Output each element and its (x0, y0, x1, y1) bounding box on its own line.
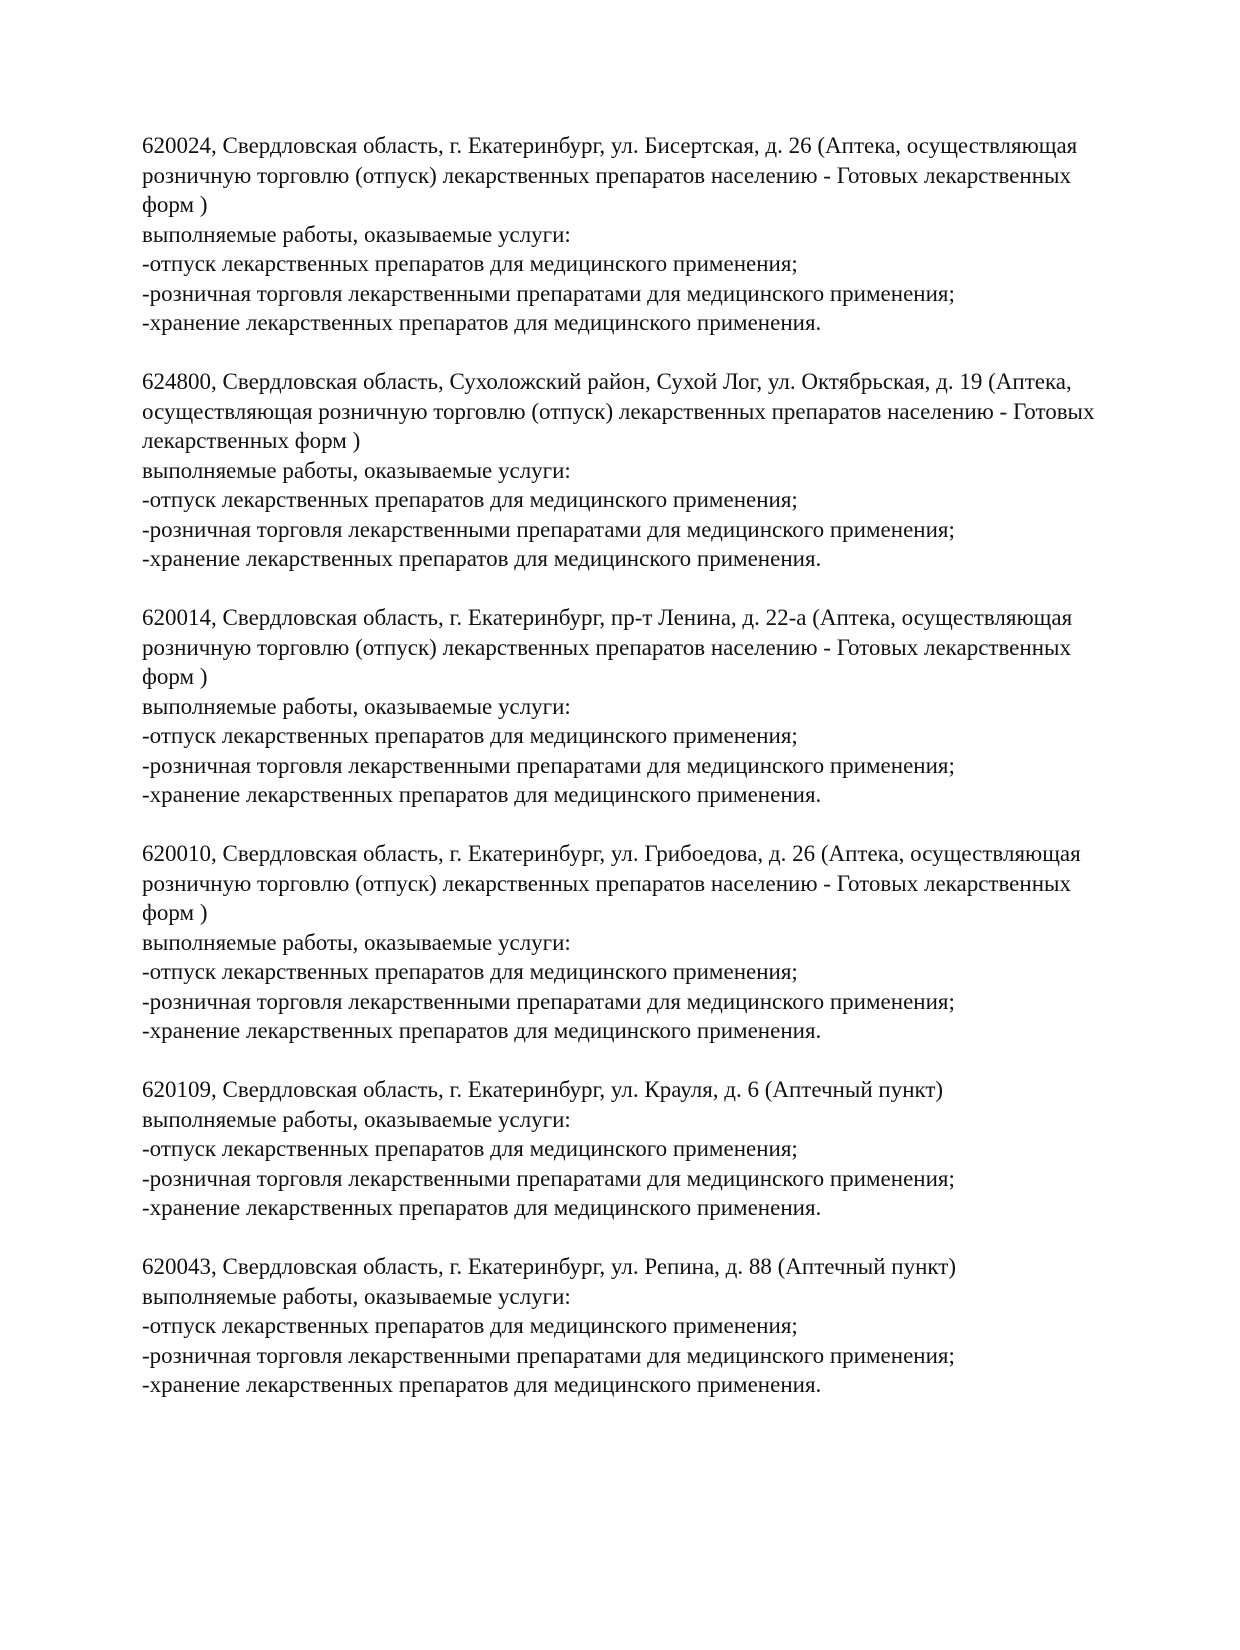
address-line: 620014, Свердловская область, г. Екатеринбург, пр-т Ленина, д. 22-а (Аптека, осуществляющая (142, 605, 1073, 630)
pharmacy-entry (142, 1075, 1162, 1223)
services-header: выполняемые работы, оказываемые услуги: (142, 457, 571, 483)
service-item: -хранение лекарственных препаратов для медицинского применения. (142, 310, 822, 335)
service-item: -хранение лекарственных препаратов для медицинского применения. (142, 1018, 822, 1043)
service-item: -отпуск лекарственных препаратов для медицинского применения; (142, 723, 798, 748)
service-item: -розничная торговля лекарственными препаратами для медицинского применения; (142, 280, 955, 306)
address-line: форм ) (142, 900, 208, 925)
address-line: 620024, Свердловская область, г. Екатеринбург, ул. Бисертская, д. 26 (Аптека, осуществляющая (142, 133, 1078, 158)
service-item: -отпуск лекарственных препаратов для медицинского применения; (142, 959, 798, 984)
address-line: 624800, Свердловская область, Сухоложский район, Сухой Лог, ул. Октябрьская, д. 19 (Аптека, (142, 369, 1072, 394)
service-item: -розничная торговля лекарственными препаратами для медицинского применения; (142, 752, 955, 778)
address-line: розничную торговлю (отпуск) лекарственных препаратов населению - Готовых лекарственных (142, 162, 1071, 188)
service-item: -розничная торговля лекарственными препаратами для медицинского применения; (142, 516, 955, 542)
service-item: -розничная торговля лекарственными препаратами для медицинского применения; (142, 988, 955, 1014)
pharmacy-entry (142, 1252, 1162, 1400)
service-item: -розничная торговля лекарственными препаратами для медицинского применения; (142, 1165, 955, 1191)
service-item: -хранение лекарственных препаратов для медицинского применения. (142, 1372, 822, 1397)
address-line: 620109, Свердловская область, г. Екатеринбург, ул. Крауля, д. 6 (Аптечный пункт) (142, 1077, 944, 1102)
services-header: выполняемые работы, оказываемые услуги: (142, 1283, 571, 1309)
services-header: выполняемые работы, оказываемые услуги: (142, 693, 571, 719)
document-page (142, 131, 1162, 1429)
address-line: розничную торговлю (отпуск) лекарственных препаратов населению - Готовых лекарственных (142, 634, 1071, 660)
address-line: форм ) (142, 192, 208, 217)
service-item: -хранение лекарственных препаратов для медицинского применения. (142, 1195, 822, 1220)
address-line: лекарственных форм ) (142, 428, 361, 453)
service-item: -отпуск лекарственных препаратов для медицинского применения; (142, 487, 798, 512)
services-header: выполняемые работы, оказываемые услуги: (142, 221, 571, 247)
service-item: -хранение лекарственных препаратов для медицинского применения. (142, 546, 822, 571)
address-line: розничную торговлю (отпуск) лекарственных препаратов населению - Готовых лекарственных (142, 870, 1071, 896)
services-header: выполняемые работы, оказываемые услуги: (142, 1106, 571, 1132)
services-header: выполняемые работы, оказываемые услуги: (142, 929, 571, 955)
pharmacy-entry (142, 131, 1162, 338)
service-item: -отпуск лекарственных препаратов для медицинского применения; (142, 1313, 798, 1338)
address-line: 620010, Свердловская область, г. Екатеринбург, ул. Грибоедова, д. 26 (Аптека, осуществляющая (142, 841, 1081, 866)
pharmacy-entry (142, 839, 1162, 1046)
address-line: 620043, Свердловская область, г. Екатеринбург, ул. Репина, д. 88 (Аптечный пункт) (142, 1254, 956, 1279)
address-line: форм ) (142, 664, 208, 689)
service-item: -розничная торговля лекарственными препаратами для медицинского применения; (142, 1342, 955, 1368)
service-item: -хранение лекарственных препаратов для медицинского применения. (142, 782, 822, 807)
pharmacy-entry (142, 367, 1162, 574)
service-item: -отпуск лекарственных препаратов для медицинского применения; (142, 1136, 798, 1161)
address-line: осуществляющая розничную торговлю (отпуск) лекарственных препаратов населению - Готовых (142, 398, 1095, 424)
service-item: -отпуск лекарственных препаратов для медицинского применения; (142, 251, 798, 276)
pharmacy-entry (142, 603, 1162, 810)
